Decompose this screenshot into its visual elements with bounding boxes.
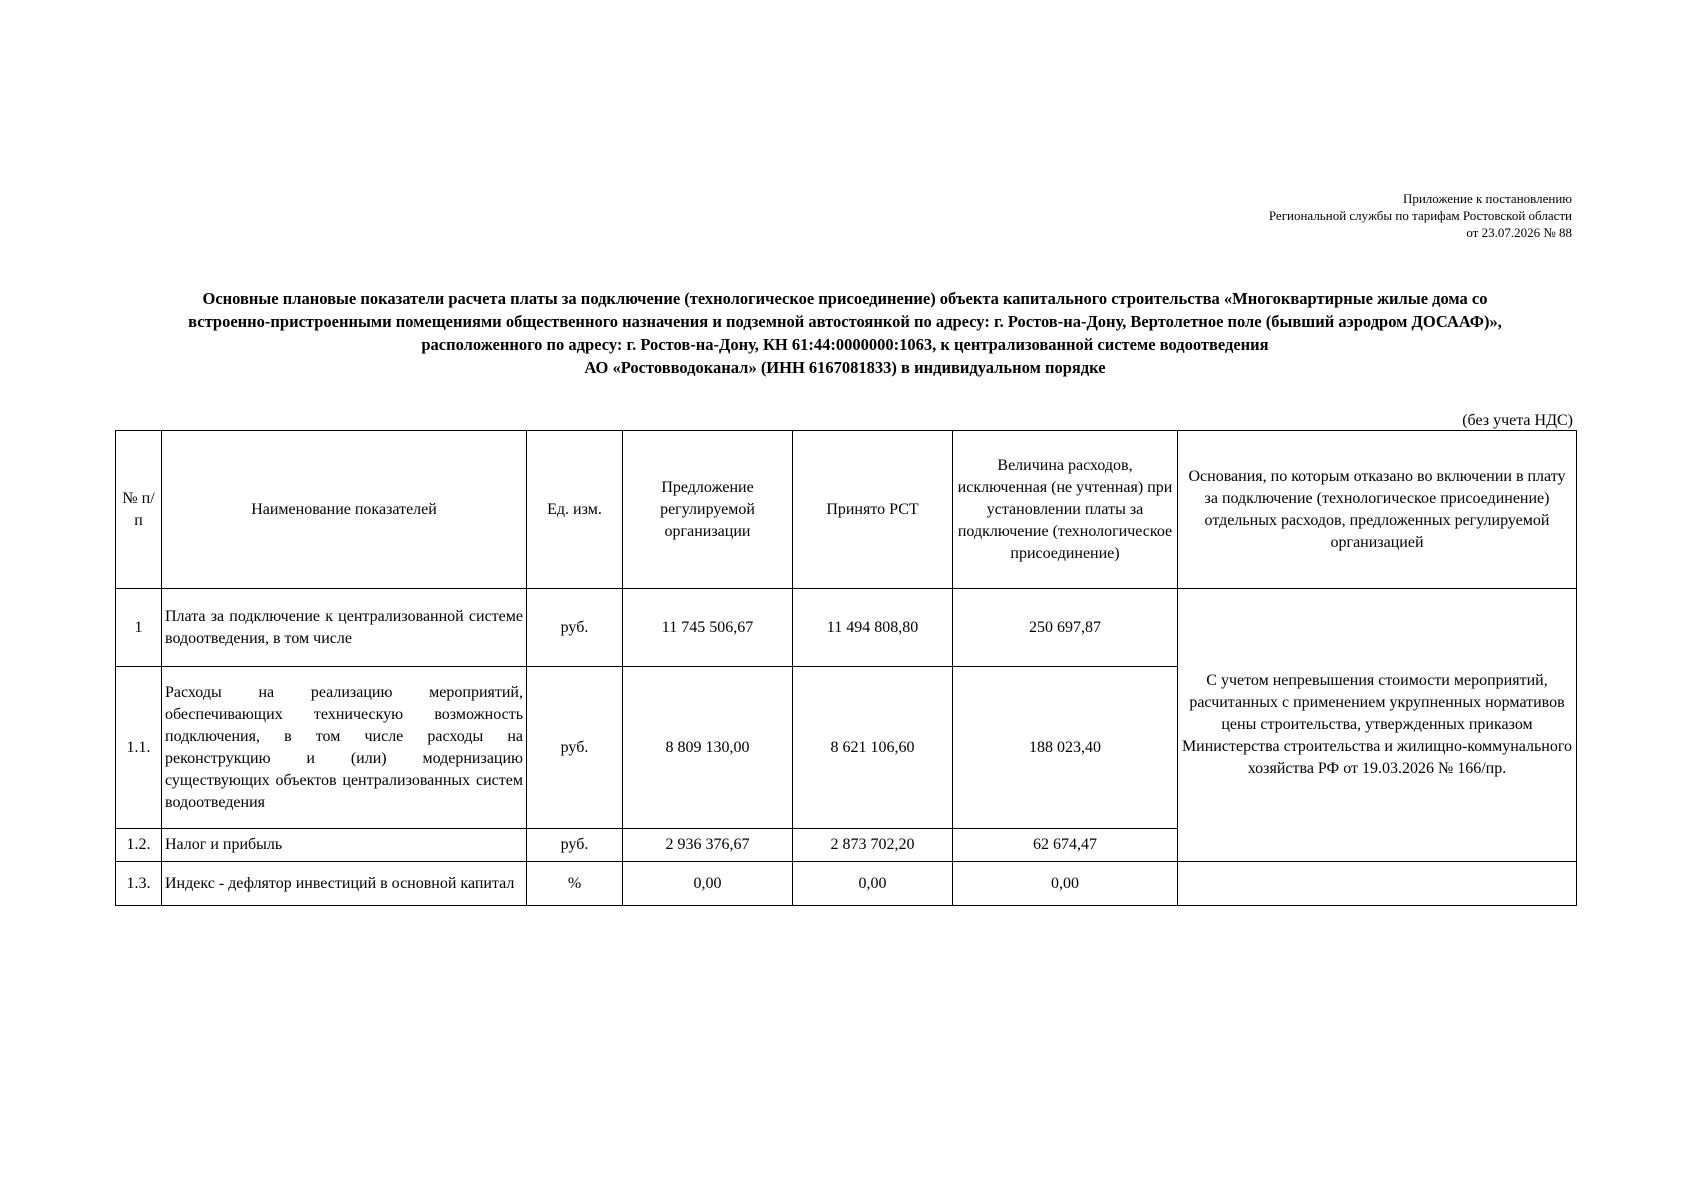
header-num: № п/п [116, 431, 162, 589]
row-accepted: 8 621 106,60 [793, 667, 953, 829]
title-line: встроенно-пристроенными помещениями общественного назначения и подземной автостоянкой по адресу: г. Ростов-на-Дону, Вертолетное поле (бывший аэродром ДОСААФ)», [188, 312, 1502, 331]
row-excluded: 188 023,40 [953, 667, 1178, 829]
title-line: АО «Ростовводоканал» (ИНН 6167081833) в индивидуальном порядке [584, 358, 1106, 377]
row-accepted: 0,00 [793, 862, 953, 906]
row-accepted: 11 494 808,80 [793, 589, 953, 667]
row-name: Налог и прибыль [162, 829, 527, 862]
table-row [116, 589, 1577, 667]
header-name: Наименование показателей [162, 431, 527, 589]
header-unit: Ед. изм. [527, 431, 623, 589]
table-row [116, 862, 1577, 906]
indicators-table [115, 430, 1577, 906]
merged-reason-cell: С учетом непревышения стоимости мероприятий, расчитанных с применением укрупненных нормативов цены строительства, утвержденных приказом Министерства строительства и жилищно-коммунального хозяйства РФ от 19.03.2026 № 166/пр. [1178, 589, 1577, 862]
row-name: Плата за подключение к централизованной системе водоотведения, в том числе [162, 589, 527, 667]
row-unit: руб. [527, 589, 623, 667]
vat-note: (без учета НДС) [1462, 412, 1573, 429]
row-proposal: 2 936 376,67 [623, 829, 793, 862]
row-num: 1 [116, 589, 162, 667]
row-unit: руб. [527, 667, 623, 829]
annex-reference [972, 190, 1572, 241]
row-name: Расходы на реализацию мероприятий, обеспечивающих техническую возможность подключения, в том числе расходы на реконструкцию и (или) модернизацию существующих объектов централизованных систем водоотведения [162, 667, 527, 829]
header-reasons: Основания, по которым отказано во включении в плату за подключение (технологическое присоединение) отдельных расходов, предложенных регулируемой организацией [1178, 431, 1577, 589]
row-proposal: 0,00 [623, 862, 793, 906]
header-excluded: Величина расходов, исключенная (не учтенная) при установлении платы за подключение (технологическое присоединение) [953, 431, 1178, 589]
row-excluded: 250 697,87 [953, 589, 1178, 667]
row-proposal: 11 745 506,67 [623, 589, 793, 667]
title-line: расположенного по адресу: г. Ростов-на-Дону, КН 61:44:0000000:1063, к централизованной системе водоотведения [421, 335, 1269, 354]
row-num: 1.2. [116, 829, 162, 862]
row-excluded: 0,00 [953, 862, 1178, 906]
row-excluded: 62 674,47 [953, 829, 1178, 862]
row-num: 1.3. [116, 862, 162, 906]
header-accepted: Принято РСТ [793, 431, 953, 589]
row-unit: % [527, 862, 623, 906]
row-name: Индекс - дефлятор инвестиций в основной капитал [162, 862, 527, 906]
row-reason [1178, 862, 1577, 906]
title-line: Основные плановые показатели расчета платы за подключение (технологическое присоединение) объекта капитального строительства «Многоквартирные жилые дома со [202, 289, 1488, 308]
annex-line: Приложение к постановлению [1402, 191, 1572, 206]
row-accepted: 2 873 702,20 [793, 829, 953, 862]
annex-date-line: от 23.07.2026 № 88 [1466, 225, 1572, 240]
row-unit: руб. [527, 829, 623, 862]
row-num: 1.1. [116, 667, 162, 829]
document-title [60, 287, 1630, 379]
header-proposal: Предложение регулируемой организации [623, 431, 793, 589]
table-header-row [116, 431, 1577, 589]
row-proposal: 8 809 130,00 [623, 667, 793, 829]
annex-line: Региональной службы по тарифам Ростовской области [1268, 208, 1572, 223]
